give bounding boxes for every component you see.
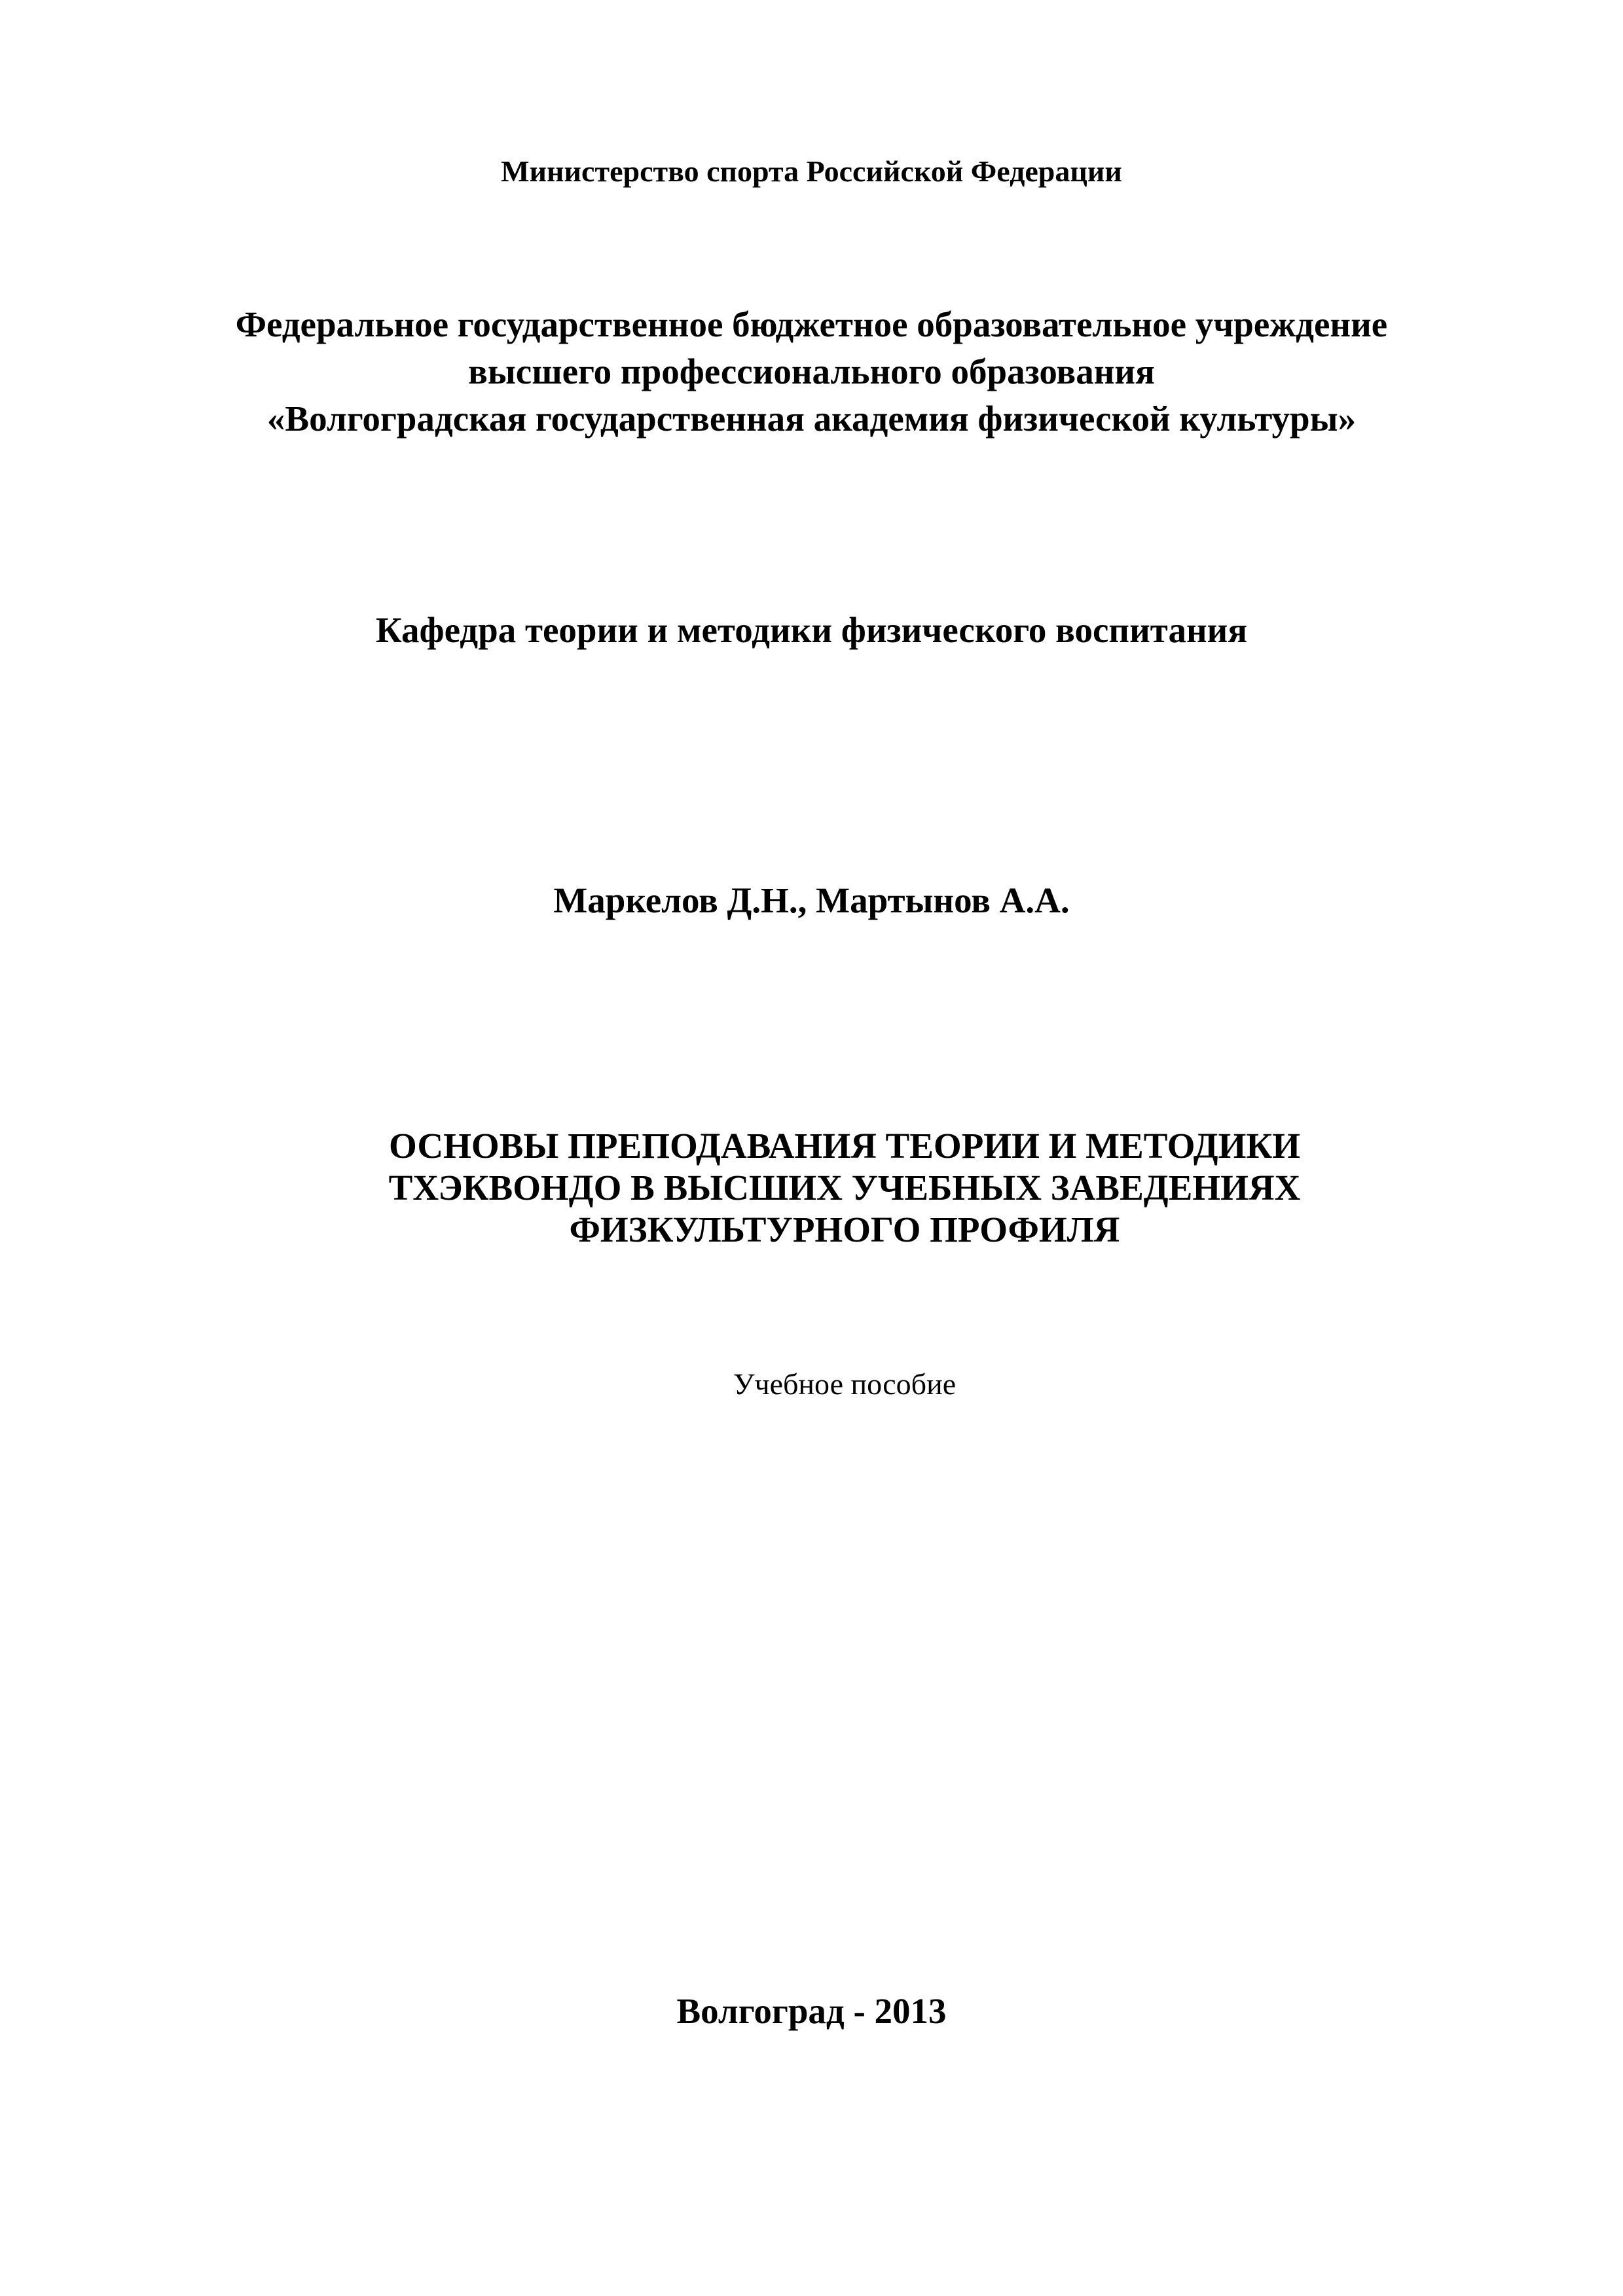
- title-line-1: ОСНОВЫ ПРЕПОДАВАНИЯ ТЕОРИИ И МЕТОДИКИ: [388, 1126, 1301, 1166]
- institution-line-1: Федеральное государственное бюджетное образовательное учреждение: [235, 304, 1388, 344]
- ministry-heading: Министерство спорта Российской Федерации: [501, 154, 1122, 188]
- place-year: Волгоград - 2013: [676, 1991, 947, 2031]
- department-name: Кафедра теории и методики физического воспитания: [375, 610, 1248, 650]
- institution-name: [0, 301, 1623, 442]
- title-line-3: ФИЗКУЛЬТУРНОГО ПРОФИЛЯ: [569, 1210, 1120, 1249]
- publication-type: Учебное пособие: [733, 1367, 957, 1401]
- institution-line-2: высшего профессионального образования: [468, 351, 1155, 391]
- title-line-2: ТХЭКВОНДО В ВЫСШИХ УЧЕБНЫХ ЗАВЕДЕНИЯХ: [388, 1168, 1301, 1208]
- document-title: [327, 1125, 1362, 1251]
- institution-line-3: «Волгоградская государственная академия физической культуры»: [266, 399, 1357, 439]
- authors: Маркелов Д.Н., Мартынов А.А.: [553, 880, 1070, 920]
